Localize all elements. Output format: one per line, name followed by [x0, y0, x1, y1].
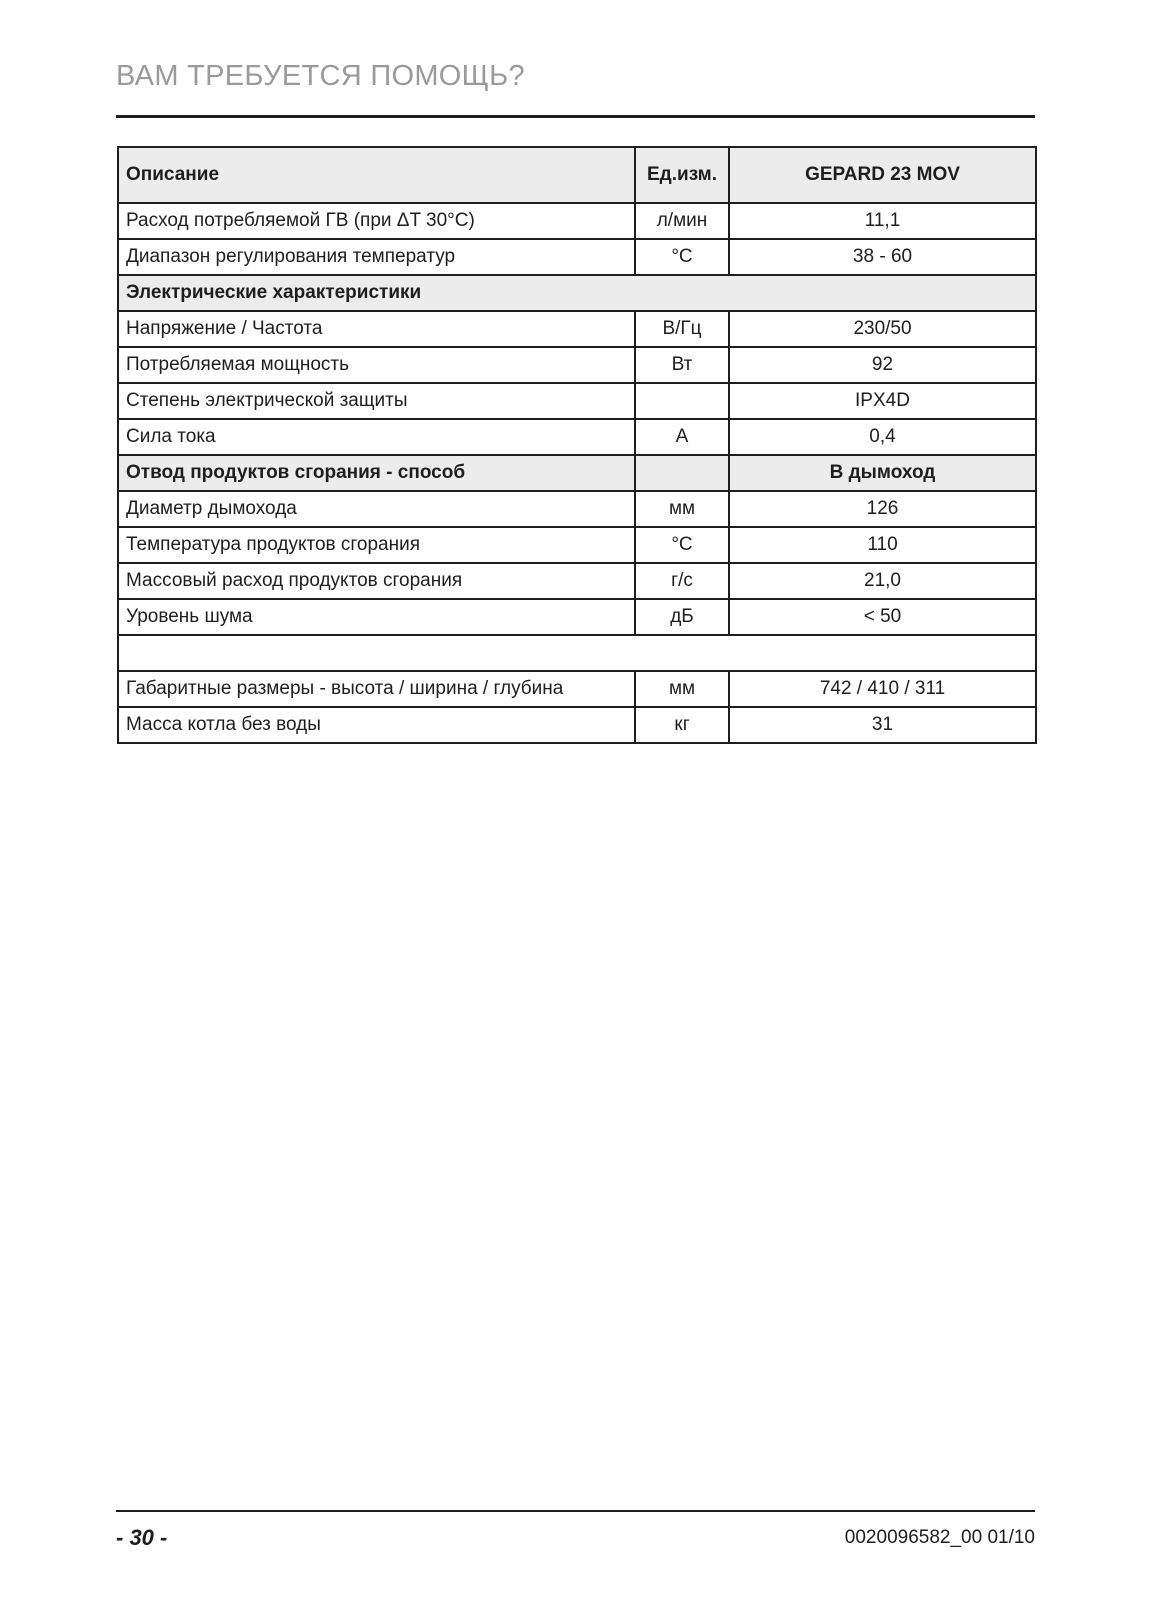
- row-value: 0,4: [729, 419, 1036, 455]
- row-value: 31: [729, 707, 1036, 743]
- column-header-description: Описание: [118, 147, 635, 203]
- table-header-row: [118, 147, 1036, 203]
- footer-divider: [116, 1510, 1035, 1512]
- column-header-unit: Ед.изм.: [635, 147, 729, 203]
- section-row-flue: [118, 455, 1036, 491]
- row-value: < 50: [729, 599, 1036, 635]
- table-row: [118, 563, 1036, 599]
- row-value: 126: [729, 491, 1036, 527]
- row-description: Потребляемая мощность: [118, 347, 635, 383]
- row-description: Масса котла без воды: [118, 707, 635, 743]
- row-unit: Вт: [635, 347, 729, 383]
- row-unit: °C: [635, 527, 729, 563]
- row-value: 110: [729, 527, 1036, 563]
- table-row: [118, 491, 1036, 527]
- title-divider: [116, 115, 1035, 118]
- table-row: [118, 671, 1036, 707]
- page-title: ВАМ ТРЕБУЕТСЯ ПОМОЩЬ?: [116, 60, 525, 92]
- row-description: Напряжение / Частота: [118, 311, 635, 347]
- row-value: 38 - 60: [729, 239, 1036, 275]
- row-description: Уровень шума: [118, 599, 635, 635]
- row-unit: мм: [635, 491, 729, 527]
- row-unit: л/мин: [635, 203, 729, 239]
- table-row: [118, 707, 1036, 743]
- column-header-model: GEPARD 23 MOV: [729, 147, 1036, 203]
- row-value: 11,1: [729, 203, 1036, 239]
- row-value: 21,0: [729, 563, 1036, 599]
- row-unit: [635, 383, 729, 419]
- row-description: Диаметр дымохода: [118, 491, 635, 527]
- empty-cell: [118, 635, 1036, 671]
- table-row: [118, 383, 1036, 419]
- section-heading: Отвод продуктов сгорания - способ: [118, 455, 635, 491]
- row-unit: кг: [635, 707, 729, 743]
- table-row: [118, 311, 1036, 347]
- row-value: 92: [729, 347, 1036, 383]
- empty-row: [118, 635, 1036, 671]
- row-description: Габаритные размеры - высота / ширина / глубина: [118, 671, 635, 707]
- row-description: Расход потребляемой ГВ (при ΔT 30°C): [118, 203, 635, 239]
- section-heading: Электрические характеристики: [118, 275, 1036, 311]
- document-code: 0020096582_00 01/10: [844, 1527, 1035, 1548]
- table-row: [118, 419, 1036, 455]
- row-value: 742 / 410 / 311: [729, 671, 1036, 707]
- row-description: Массовый расход продуктов сгорания: [118, 563, 635, 599]
- row-value: 230/50: [729, 311, 1036, 347]
- section-row-electrical: [118, 275, 1036, 311]
- row-value: IPX4D: [729, 383, 1036, 419]
- table-row: [118, 599, 1036, 635]
- row-unit: [635, 455, 729, 491]
- row-value: В дымоход: [729, 455, 1036, 491]
- table-row: [118, 527, 1036, 563]
- table-row: [118, 203, 1036, 239]
- row-description: Температура продуктов сгорания: [118, 527, 635, 563]
- row-unit: A: [635, 419, 729, 455]
- row-description: Сила тока: [118, 419, 635, 455]
- row-unit: дБ: [635, 599, 729, 635]
- table-row: [118, 347, 1036, 383]
- row-description: Диапазон регулирования температур: [118, 239, 635, 275]
- row-unit: °C: [635, 239, 729, 275]
- row-unit: В/Гц: [635, 311, 729, 347]
- table-row: [118, 239, 1036, 275]
- row-unit: г/с: [635, 563, 729, 599]
- page-number: - 30 -: [116, 1525, 168, 1550]
- row-description: Степень электрической защиты: [118, 383, 635, 419]
- row-unit: мм: [635, 671, 729, 707]
- specifications-table: [117, 146, 1037, 744]
